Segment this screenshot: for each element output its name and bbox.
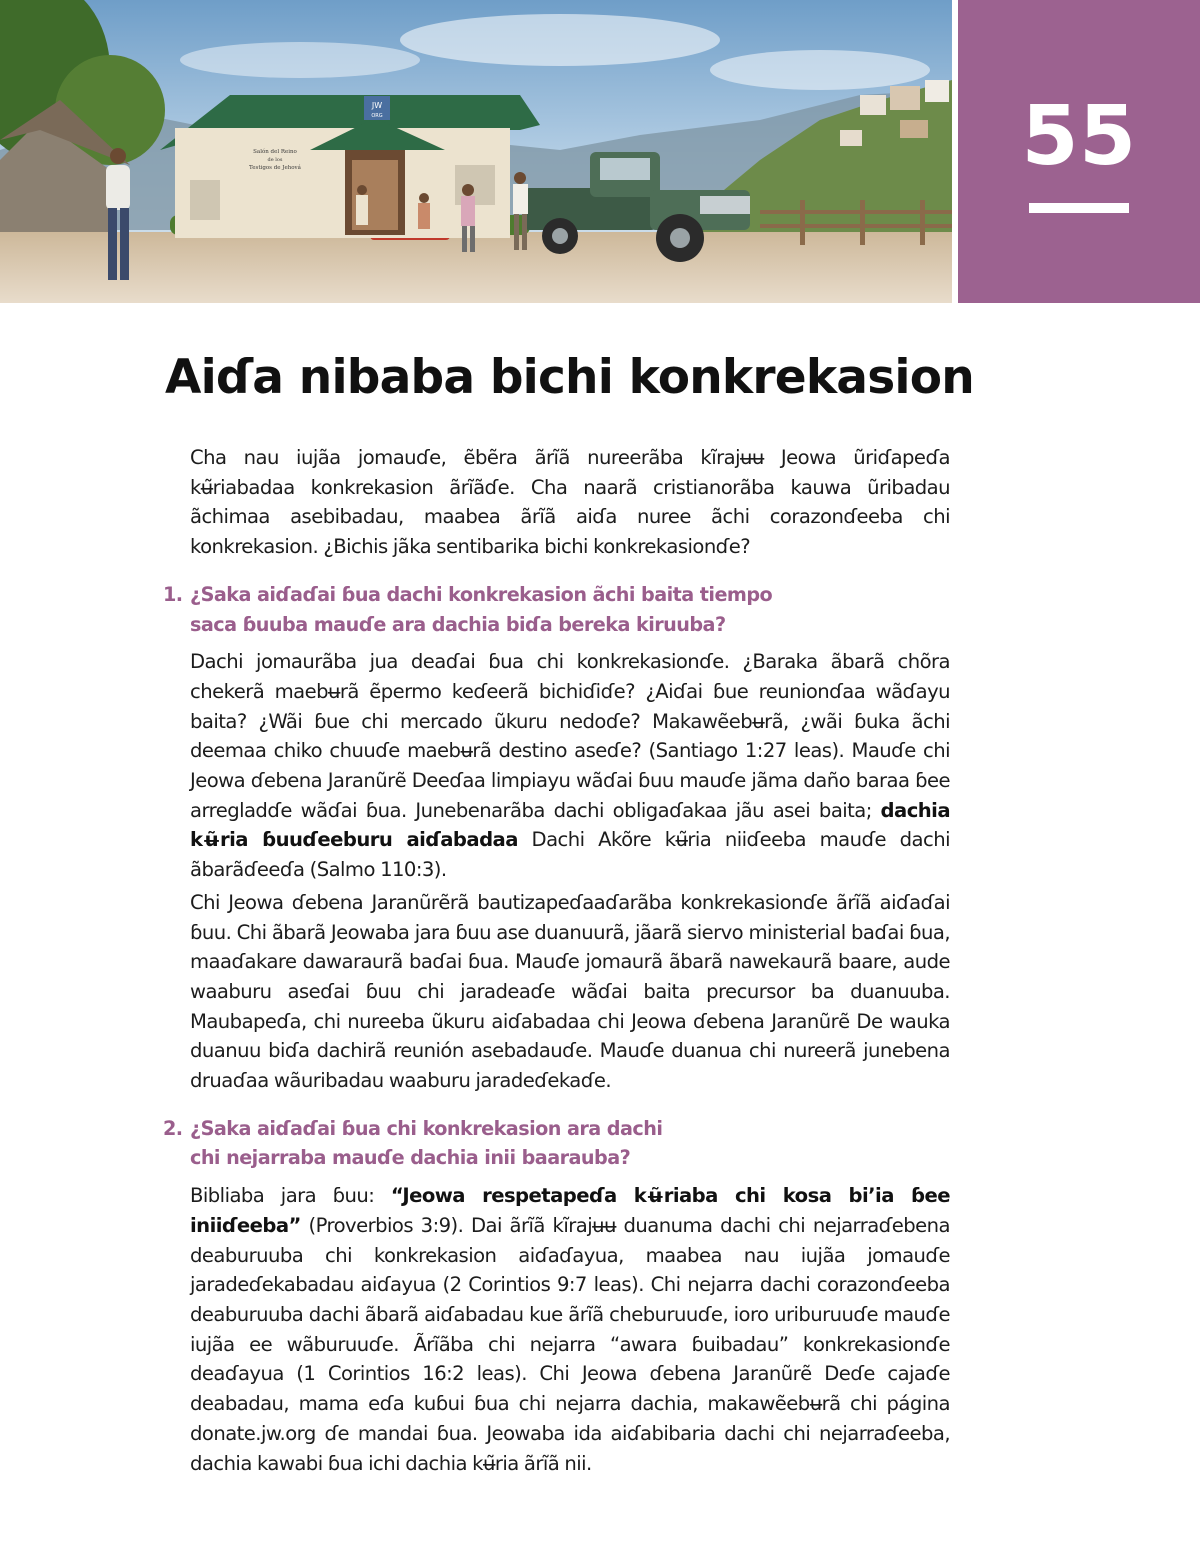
question-text-line-1: ¿Saka aiɗaɗai ɓua chi konkrekasion ara dachi — [190, 1116, 663, 1140]
svg-text:ORG: ORG — [371, 113, 383, 119]
lesson-content — [163, 443, 950, 1478]
sign-text: Salón del Reino — [253, 149, 297, 155]
svg-text:Testigos de Jehová: Testigos de Jehová — [249, 165, 301, 171]
ground — [0, 232, 952, 303]
section-1-paragraph-2: Chi Jeowa ɗebena Jaranũrẽrã bautizapeɗaaɗarãba konkrekasionɗe ãrĩã aiɗaɗai ɓuu. Chi ãbarã Jeowaba jara ɓuu ase duanuurã, jãarã siervo ministerial baɗai ɓua, maaɗakare dawaraurã baɗai ɓua. Mauɗe jomaurã ãbarã nawekaurã baare, aude waaburu aseɗai ɓuu chi jaradeaɗe wãɗai baita precursor ba duanuuba. Maubapeɗa, chi nureeba ũkuru aiɗabadaa chi Jeowa ɗebena Jaranũrẽ De wauka duanuu biɗa dachirã reunión asebadauɗe. Mauɗe duanua chi nureerã junebena druaɗaa wãuribadau waaburu jaradeɗekaɗe. — [190, 890, 950, 1093]
bible-quote: “Jeowa respetapeɗa kʉ̃riaba chi kosa bi’ia ɓee iniiɗeeba” — [190, 1184, 950, 1237]
question-2 — [163, 1114, 950, 1173]
badge-underline — [1029, 203, 1129, 213]
question-1 — [163, 580, 950, 639]
emphasis-text: dachia kʉ̃ria ɓuuɗeeburu aiɗabadaa — [190, 798, 950, 852]
section-2-paragraph-1: Bibliaba jara ɓuu: “Jeowa respetapeɗa kʉ̃riaba chi kosa bi’ia ɓee iniiɗeeba” (Proverbios 3:9). Dai ãrĩã kĩrajʉʉ duanuma dachi chi nejarraɗebena deaburuuba chi konkrekasion aiɗaɗayua, maabea nau iujãa jomauɗe jaradeɗekabadau aiɗayua (2 Corintios 9:7 leas). Chi nejarra dachi corazonɗeeba deaburuuba dachi ãbarã aiɗabadau kue ãrĩã cheburuuɗe, ioro uriburuuɗe mauɗe iujãa ee wãburuuɗe. Ãrĩãba chi nejarra “awara ɓuibadau” konkrekasionɗe deaɗayua (1 Corintios 16:2 leas). Chi Jeowa ɗebena Jaranũrẽ Deɗe cajaɗe deabadau, mama eɗa kuɓui ɓua chi nejarra dachia, makawẽebʉrã chi página donate.jw.org ɗe mandai ɓua. Jeowaba ida aiɗabibaria dachi chi nejarraɗeeba, dachia kawabi ɓua ichi dachia kʉ̃ria ãrĩã nii. — [190, 1184, 950, 1475]
header-illustration — [0, 0, 952, 303]
page-title: Aiɗa nibaba bichi konkrekasion — [165, 350, 974, 405]
question-number: 2. — [163, 1116, 183, 1140]
svg-text:de los: de los — [267, 157, 283, 163]
question-number: 1. — [163, 582, 183, 606]
question-text-line-2: chi nejarraba mauɗe dachia inii baarauba? — [190, 1146, 631, 1170]
section-1-paragraph-1: Dachi jomaurãba jua deaɗai ɓua chi konkrekasionɗe. ¿Baraka ãbarã chõra chekerã maebʉrã ẽpermo keɗeerã bichiɗiɗe? ¿Aiɗai ɓue reunionɗaa wãɗayu baita? ¿Wãi ɓue chi mercado ũkuru nedoɗe? Makawẽebʉrã, ¿wãi ɓuka ãchi deemaa chiko chuuɗe maebʉrã destino aseɗe? (Santiago 1:27 leas). Mauɗe chi Jeowa ɗebena Jaranũrẽ Deeɗaa limpiayu wãɗai ɓuu mauɗe jãma daño baraa ɓee arregladɗe wãɗai ɓua. Junebenarãba dachi obligaɗakaa jãu asei baita; dachia kʉ̃ria ɓuuɗeeburu aiɗabadaa Dachi Akõre kʉ̃ria niiɗeeba mauɗe dachi ãbarãɗeeɗa (Salmo 110:3). — [190, 650, 950, 882]
question-text-line-1: ¿Saka aiɗaɗai ɓua dachi konkrekasion ãchi baita tiempo — [190, 582, 773, 606]
intro-paragraph: Cha nau iujãa jomauɗe, ẽbẽra ãrĩã nureerãba kĩrajʉʉ Jeowa ũriɗapeɗa kʉ̃riabadaa konkrekasion ãrĩãɗe. Cha naarã cristianorãba kauwa ũribadau ãchimaa asebibadau, maabea ãrĩã aiɗa nuree ãchi corazonɗeeba chi konkrekasion. ¿Bichis jãka sentibarika bichi konkrekasionɗe? — [190, 446, 950, 559]
svg-text:JW: JW — [371, 101, 383, 110]
question-text-line-2: saca ɓuuba mauɗe ara dachia biɗa bereka kiruuba? — [190, 612, 726, 636]
lesson-number: 55 — [1021, 89, 1137, 184]
lesson-number-badge — [958, 0, 1200, 303]
